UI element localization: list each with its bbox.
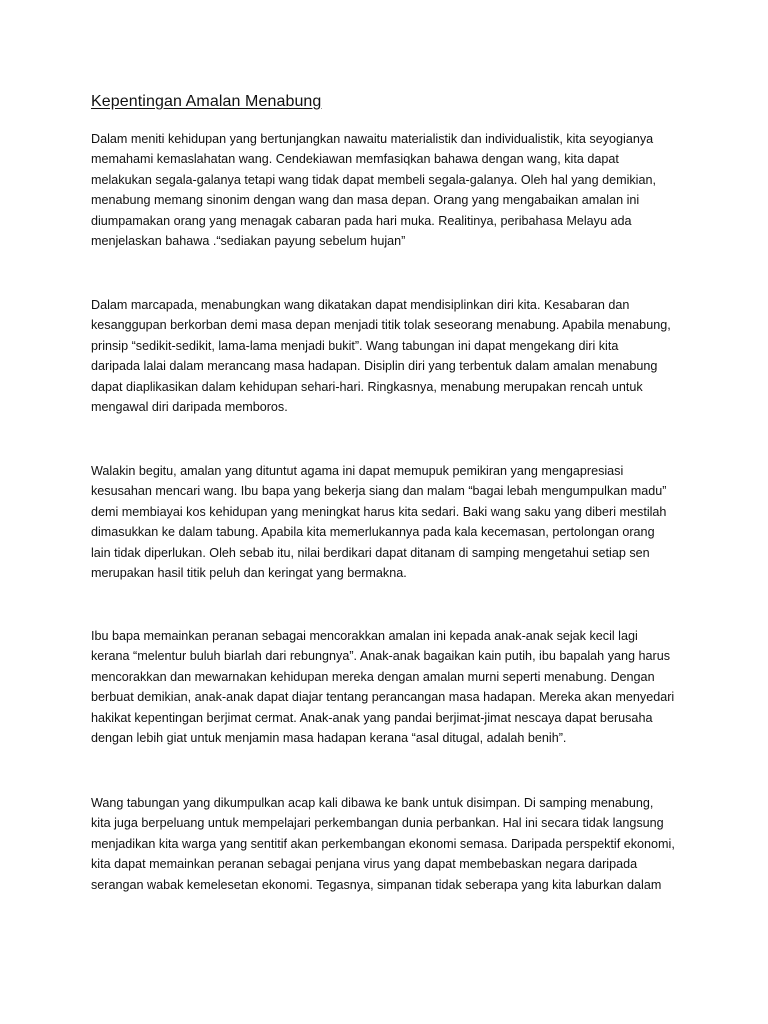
text-line: Ibu bapa memainkan peranan sebagai mencorakkan amalan ini kepada anak-anak sejak kecil lagi [91,629,638,643]
text-line: lain tidak diperlukan. Oleh sebab itu, nilai berdikari dapat ditanam di samping mengetahui setiap sen [91,545,650,560]
paragraph-1 [91,129,691,251]
text-line: kita juga berpeluang untuk mempelajari perkembangan dunia perbankan. Hal ini secara tidak langsung [91,816,664,831]
paragraph-3 [91,461,691,583]
text-line: Dalam marcapada, menabungkan wang dikatakan dapat mendisiplinkan diri kita. Kesabaran dan [91,298,630,312]
text-line: merupakan hasil titik peluh dan keringat yang bermakna. [91,566,407,581]
text-line: kita dapat memainkan peranan sebagai penjana virus yang dapat membebaskan negara daripada [91,857,638,872]
text-line: Wang tabungan yang dikumpulkan acap kali dibawa ke bank untuk disimpan. Di samping menabung, [91,796,654,810]
text-line: prinsip “sedikit-sedikit, lama-lama menjadi bukit”. Wang tabungan ini dapat mengekang diri kita [91,338,619,353]
text-line: diumpamakan orang yang menagak cabaran pada hari muka. Realitinya, peribahasa Melayu ada [91,213,632,228]
paragraph-5 [91,793,691,895]
text-line: dimasukkan ke dalam tabung. Apabila kita memerlukannya pada kala kecemasan, pertolongan orang [91,525,655,540]
text-line: Dalam meniti kehidupan yang bertunjangkan nawaitu materialistik dan individualistik, kita seyogianya [91,132,654,146]
text-line: menjadikan kita warga yang sentitif akan perkembangan ekonomi semasa. Daripada perspektif ekonomi, [91,836,675,851]
document-title: Kepentingan Amalan Menabung [91,93,322,110]
text-line: hakikat kepentingan berjimat cermat. Anak-anak yang pandai berjimat-jimat nescaya dapat berusaha [91,710,653,725]
text-line: mengawal diri daripada memboros. [91,400,288,415]
text-line: menabung memang sinonim dengan wang dan masa depan. Orang yang mengabaikan amalan ini [91,193,640,208]
text-line: kesusahan mencari wang. Ibu bapa yang bekerja siang dan malam “bagai lebah mengumpulkan madu” [91,484,667,499]
text-line: Walakin begitu, amalan yang dituntut agama ini dapat memupuk pemikiran yang mengapresiasi [91,464,624,478]
text-line: melakukan segala-galanya tetapi wang tidak dapat membeli segala-galanya. Oleh hal yang demikian, [91,172,656,187]
text-line: memahami kemaslahatan wang. Cendekiawan memfasiqkan bahawa dengan wang, kita dapat [91,152,619,167]
text-line: menjelaskan bahawa .“sediakan payung sebelum hujan” [91,234,406,249]
text-line: serangan wabak kemelesetan ekonomi. Tegasnya, simpanan tidak seberapa yang kita laburkan dalam [91,877,662,892]
text-line: daripada lalai dalam merancang masa hadapan. Disiplin diri yang terbentuk dalam amalan menabung [91,359,658,374]
text-line: demi membiayai kos kehidupan yang meningkat harus kita sedari. Baki wang saku yang diberi mestilah [91,504,667,519]
paragraph-2 [91,295,691,417]
text-line: kesanggupan berkorban demi masa depan menjadi titik tolak seseorang menabung. Apabila menabung, [91,318,671,333]
text-line: berbuat demikian, anak-anak dapat diajar tentang perancangan masa hadapan. Mereka akan menyedari [91,690,675,705]
paragraph-4 [91,626,691,748]
text-line: mencorakkan dan mewarnakan kehidupan mereka dengan amalan murni seperti menabung. Dengan [91,669,655,684]
text-line: kerana “melentur buluh biarlah dari rebungnya”. Anak-anak bagaikan kain putih, ibu bapalah yang harus [91,649,670,664]
text-line: dengan lebih giat untuk menjamin masa hadapan kerana “asal ditugal, adalah benih”. [91,731,567,746]
text-line: dapat diaplikasikan dalam kehidupan sehari-hari. Ringkasnya, menabung merupakan rencah untuk [91,379,643,394]
